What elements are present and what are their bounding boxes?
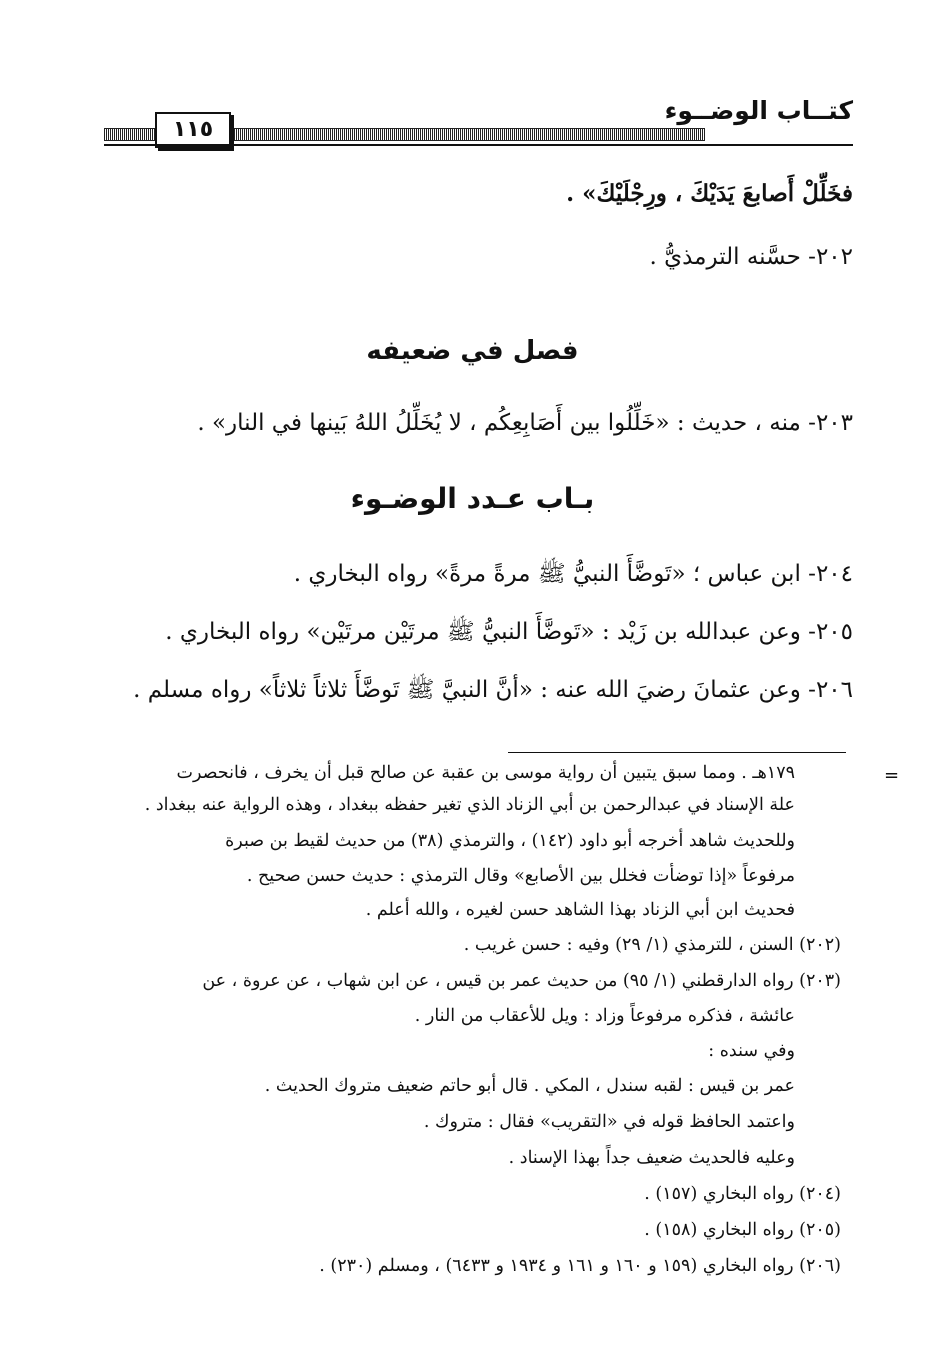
running-header-title: كتــاب الوضــوء: [664, 96, 853, 125]
hadith-206: ٢٠٦- وعن عثمانَ رضيَ الله عنه : «أنَّ النبيَّ ﷺ تَوضَّأَ ثلاثاً ثلاثاً» رواه مسلم .: [133, 677, 853, 703]
footnote-206: (٢٠٦) رواه البخاري (١٥٩ و ١٦٠ و ١٦١ و ١٩٣٤ و ٦٤٣٣) ، ومسلم (٢٣٠) .: [319, 1256, 841, 1276]
footnote-179-line-2: علة الإسناد في عبدالرحمن بن أبي الزناد الذي تغير حفظه ببغداد ، وهذه الرواية عنه ببغداد .: [144, 795, 795, 815]
footnote-202: (٢٠٢) السنن ، للترمذي (١/ ٢٩) وفيه : حسن غريب .: [463, 935, 841, 955]
header-ornament-rule-left: [104, 128, 154, 141]
footnote-179-line-3: وللحديث شاهد أخرجه أبو داود (١٤٢) ، والترمذي (٣٨) من حديث لقيط بن صبرة: [225, 831, 795, 851]
footnote-203-line-1: (٢٠٣) رواه الدارقطني (١/ ٩٥) من حديث عمر بن قيس ، عن ابن شهاب ، عن عروة ، عن: [202, 971, 841, 991]
footnote-179-line-4: مرفوعاً «إذا توضأت فخلل بين الأصابع» وقال الترمذي : حديث حسن صحيح .: [246, 866, 795, 886]
footnote-separator: [508, 752, 846, 753]
footnote-204: (٢٠٤) رواه البخاري (١٥٧) .: [644, 1184, 841, 1204]
hadith-205: ٢٠٥- وعن عبدالله بن زَيْد : «تَوضَّأَ النبيُّ ﷺ مرتَيْن مرتَيْن» رواه البخاري .: [165, 619, 853, 645]
footnote-203-line-6: وعليه فالحديث ضعيف جداً بهذا الإسناد .: [508, 1148, 795, 1168]
section-heading-fasl: فصل في ضعيفه: [366, 336, 579, 366]
header-divider: [104, 144, 853, 146]
hadith-204: ٢٠٤- ابن عباس ؛ «تَوضَّأَ النبيُّ ﷺ مرةً مرةً» رواه البخاري .: [293, 561, 853, 587]
page-number: ١١٥: [155, 112, 231, 148]
footnote-203-line-3: وفي سنده :: [708, 1041, 795, 1061]
footnote-203-line-2: عائشة ، فذكره مرفوعاً وزاد : ويل للأعقاب من النار .: [414, 1006, 795, 1026]
footnote-203-line-5: واعتمد الحافظ قوله في «التقريب» فقال : متروك .: [423, 1112, 795, 1132]
footnote-205: (٢٠٥) رواه البخاري (١٥٨) .: [644, 1220, 841, 1240]
footnote-179-line-5: فحديث ابن أبي الزناد بهذا الشاهد حسن لغيره ، والله أعلم .: [365, 900, 795, 920]
hadith-203: ٢٠٣- منه ، حديث : «خَلِّلُوا بين أَصَابِعِكُم ، لا يُخَلِّلُ اللهُ بَينها في النار» .: [197, 410, 853, 436]
chapter-heading-bab: بـاب عـدد الوضـوء: [350, 482, 595, 515]
hadith-202: ٢٠٢- حسَّنه الترمذيُّ .: [649, 244, 853, 270]
body-line-continuation: فخَلِّلْ أَصابعَ يَدَيْكَ ، ورِجْلَيْكَ» .: [566, 180, 853, 207]
footnote-203-line-4: عمر بن قيس : لقبه سندل ، المكي . قال أبو حاتم ضعيف متروك الحديث .: [264, 1076, 795, 1096]
footnote-continuation-mark: =: [884, 765, 900, 786]
footnote-179-line-1: ١٧٩هـ . ومما سبق يتبين أن رواية موسى بن عقبة عن صالح قبل أن يخرف ، فانحصرت: [176, 763, 795, 783]
